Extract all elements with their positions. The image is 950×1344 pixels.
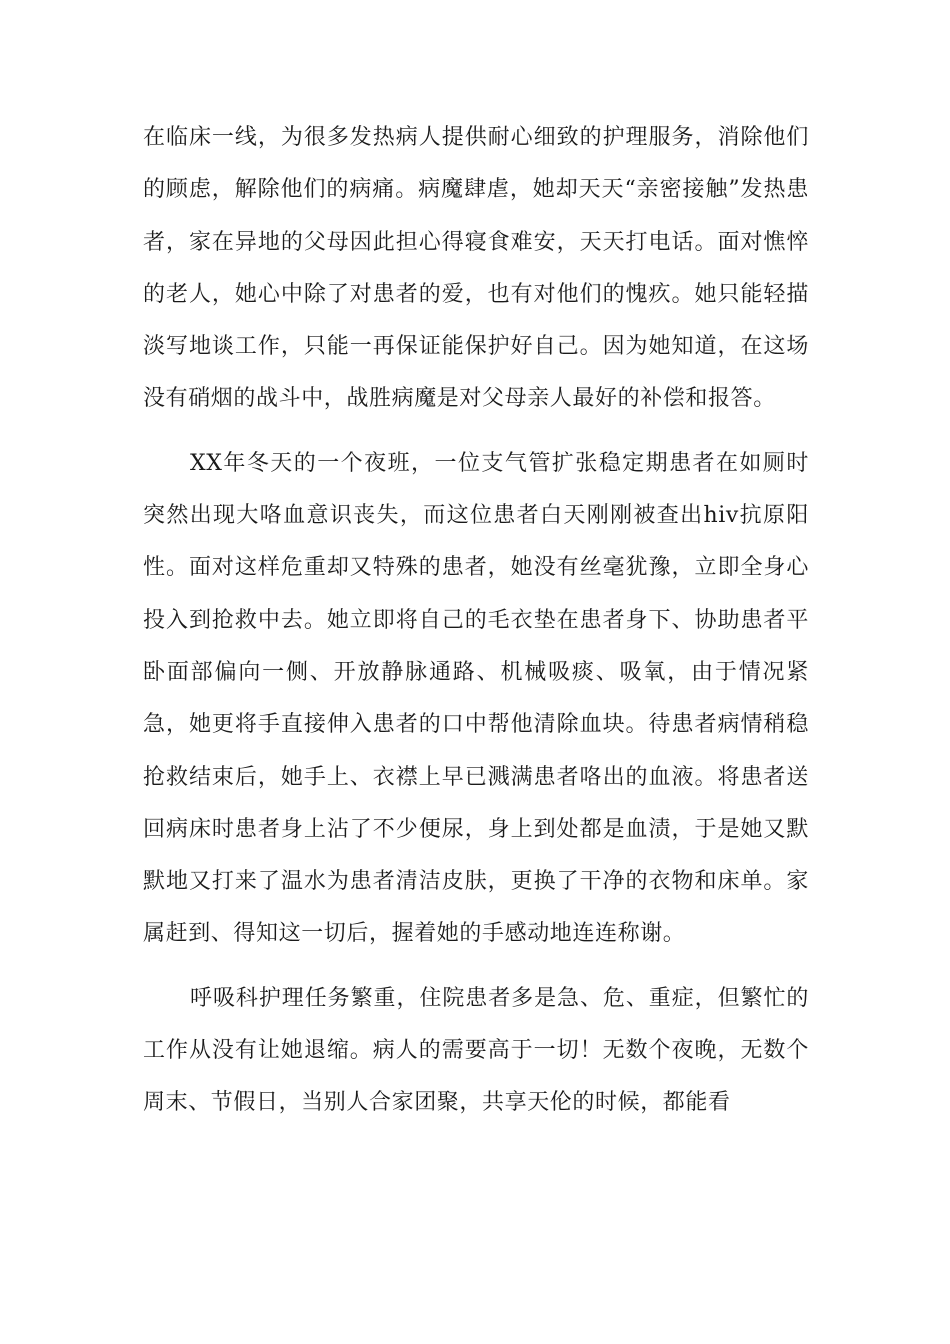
paragraph-2: XX年冬天的一个夜班，一位支气管扩张稳定期患者在如厕时突然出现大咯血意识丧失，而这位患者白天刚刚被查出hiv抗原阳性。面对这样危重却又特殊的患者，她没有丝毫犹豫，立即全身心投入到抢救中去。她立即将自己的毛衣垫在患者身下、协助患者平卧面部偏向一侧、开放静脉通路、机械吸痰、吸氧，由于情况紧急，她更将手直接伸入患者的口中帮他清除血块。待患者病情稍稳抢救结束后，她手上、衣襟上早已溅满患者咯出的血液。将患者送回病床时患者身上沾了不少便尿，身上到处都是血渍，于是她又默默地又打来了温水为患者清洁皮肤，更换了干净的衣物和床单。家属赶到、得知这一切后，握着她的手感动地连连称谢。 bbox=[143, 450, 809, 947]
paragraph-1: 在临床一线，为很多发热病人提供耐心细致的护理服务，消除他们的顾虑，解除他们的病痛。病魔肆虐，她却天天“亲密接触”发热患者，家在异地的父母因此担心得寝食难安，天天打电话。面对憔悴的老人，她心中除了对患者的爱，也有对他们的愧疚。她只能轻描淡写地谈工作，只能一再保证能保护好自己。因为她知道，在这场没有硝烟的战斗中，战胜病魔是对父母亲人最好的补偿和报答。 bbox=[143, 125, 809, 412]
document-body bbox=[143, 112, 809, 1130]
paragraph-3: 呼吸科护理任务繁重，住院患者多是急、危、重症，但繁忙的工作从没有让她退缩。病人的需要高于一切！无数个夜晚，无数个周末、节假日，当别人合家团聚，共享天伦的时候，都能看 bbox=[143, 985, 809, 1116]
